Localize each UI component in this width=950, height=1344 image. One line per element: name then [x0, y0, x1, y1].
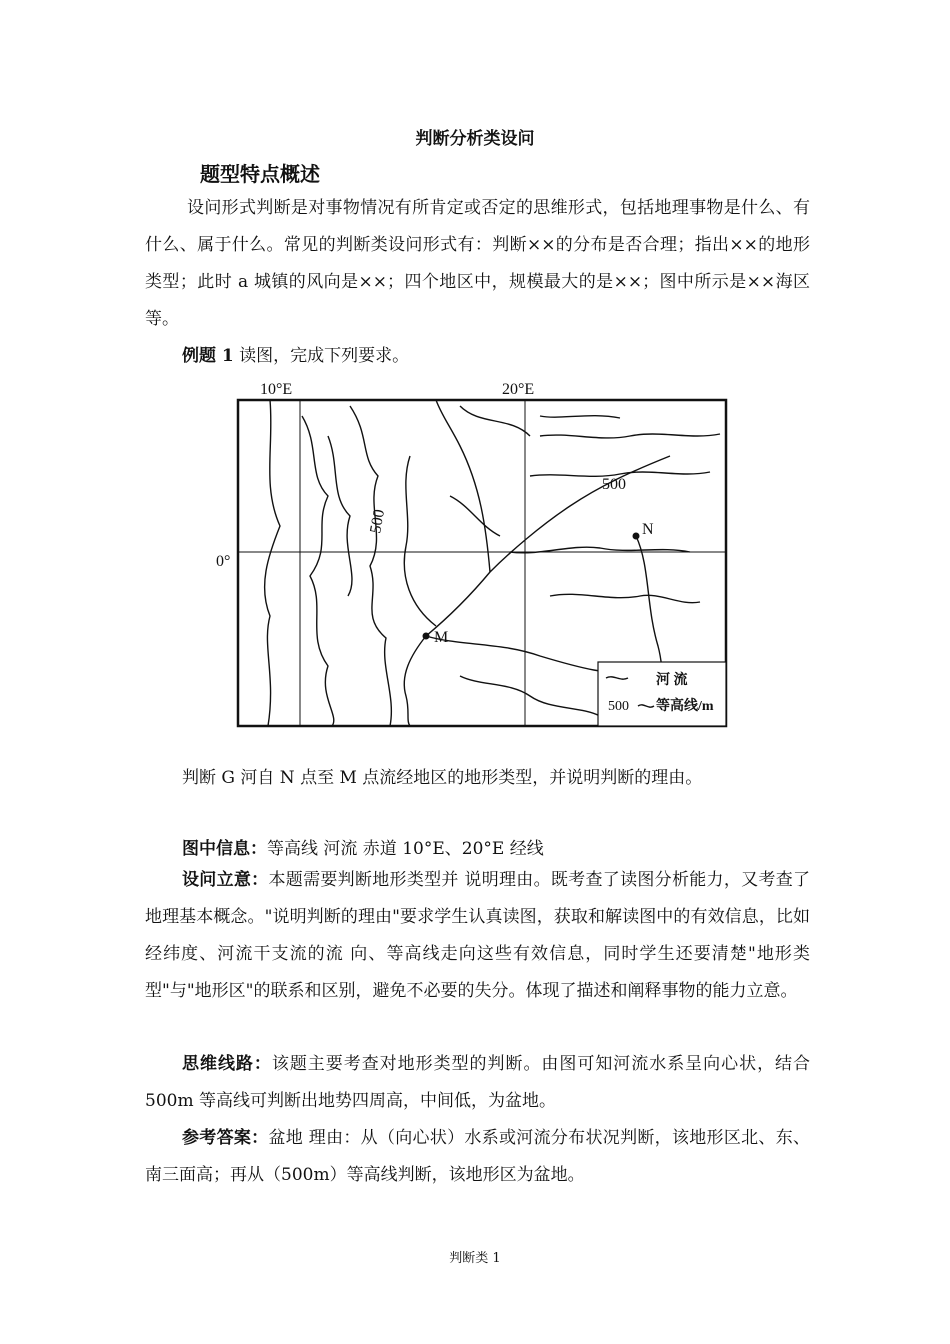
intent-label: 设问立意：: [182, 870, 269, 890]
basin-map: [210, 376, 740, 736]
thinking-paragraph: [145, 1046, 810, 1120]
intent-paragraph: [145, 862, 810, 1010]
lon-label-10e: 10°E: [260, 381, 293, 398]
example-label: 例题 1: [182, 346, 234, 366]
page-footer: 判断类 1: [449, 1251, 501, 1266]
info-label: 图中信息：: [182, 839, 267, 859]
info-line: [182, 834, 544, 859]
info-text: 等高线 河流 赤道 10°E、20°E 经线: [267, 839, 544, 859]
answer-label: 参考答案：: [182, 1128, 269, 1148]
page-title: 判断分析类设问: [415, 129, 535, 149]
map-legend: [598, 662, 726, 726]
thinking-label: 思维线路：: [182, 1054, 272, 1074]
question-text: 判断 G 河自 N 点至 M 点流经地区的地形类型，并说明判断的理由。: [182, 768, 703, 788]
answer-paragraph: [145, 1120, 810, 1194]
legend-contour-value: 500: [608, 699, 629, 714]
example-line: [182, 341, 409, 366]
lat-label-equator: 0°: [216, 553, 231, 570]
lon-label-20e: 20°E: [502, 381, 535, 398]
intent-text: 本题需要判断地形类型并 说明理由。既考查了读图分析能力，又考查了地理基本概念。"说明判断的理由"要求学生认真读图，获取和解读图中的有效信息，比如经纬度、河流干支流的流 向、等高线走向这些有效信息，同时学生还要清楚"地形类型"与"地形区"的联系和区别，避免不必要的失分。体现了描述和阐释事物的能力立意。: [145, 870, 811, 1001]
intro-paragraph: 设问形式判断是对事物情况有所肯定或否定的思维形式，包括地理事物是什么、有什么、属于什么。常见的判断类设问形式有：判断××的分布是否合理；指出××的地形类型；此时 a 城镇的风向是××；四个地区中，规模最大的是××；图中所示是××海区等。: [145, 198, 810, 329]
legend-contour-label: 等高线/m: [656, 699, 714, 714]
point-m-label: M: [434, 629, 449, 646]
section-heading: 题型特点概述: [200, 162, 320, 186]
contour-label-500-rotated: 500: [367, 508, 389, 535]
point-n-label: N: [642, 521, 654, 538]
example-text: 读图，完成下列要求。: [239, 346, 410, 366]
legend-river-label: 河 流: [656, 673, 688, 688]
answer-text: 盆地 理由：从（向心状）水系或河流分布状况判断，该地形区北、东、南三面高；再从（500m）等高线判断，该地形区为盆地。: [145, 1128, 811, 1185]
contour-label-500: 500: [602, 476, 626, 493]
thinking-text: 该题主要考查对地形类型的判断。由图可知河流水系呈向心状，结合 500m 等高线可判断出地势四周高，中间低，为盆地。: [145, 1054, 811, 1111]
